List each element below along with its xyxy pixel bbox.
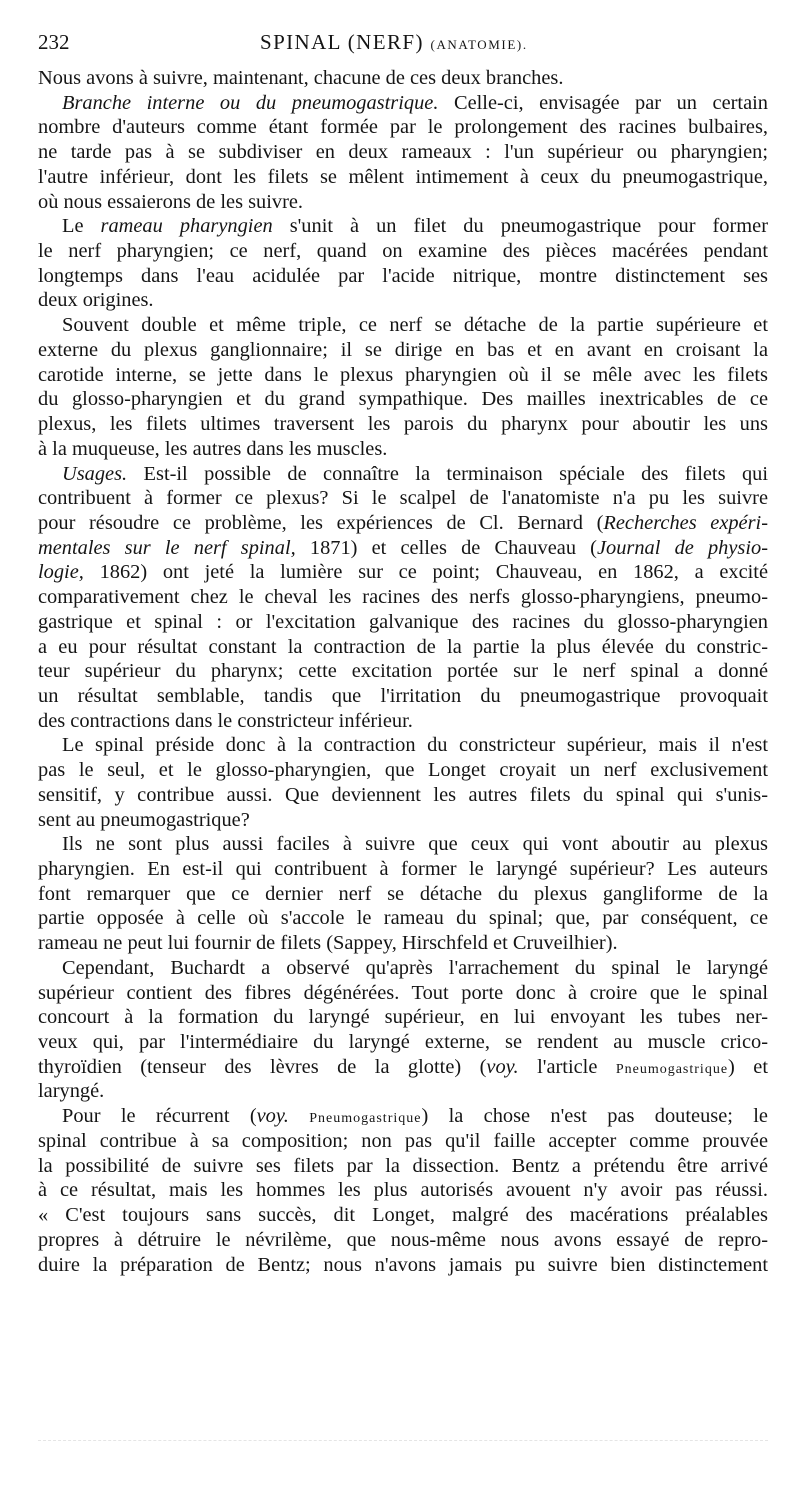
text-run: font remarquer que ce dernier nerf se détache du plexus gangliforme de la	[38, 882, 768, 905]
text-run: à la muqueuse, les autres dans les muscles.	[38, 437, 388, 460]
text-run: un résultat semblable, tandis que l'irritation du pneumogastrique provoquait	[38, 684, 768, 707]
text-line	[38, 437, 768, 462]
text-line	[38, 66, 768, 91]
italic-text: voy.	[256, 1105, 289, 1128]
text-run: la possibilité de suivre ses filets par la dissection. Bentz a prétendu être arrivé	[38, 1154, 768, 1177]
text-run: à ce résultat, mais les hommes les plus autorisés avouent n'y avoir pas réussi.	[38, 1179, 768, 1202]
text-line	[38, 140, 768, 165]
running-title-main: SPINAL (NERF)	[260, 30, 424, 54]
text-line	[38, 882, 768, 907]
text-run: Souvent double et même triple, ce nerf se détache de la partie supérieure et	[62, 314, 768, 337]
text-line	[38, 338, 768, 363]
text-run: pharyngien. En est-il qui contribuent à former le laryngé supérieur? Les auteurs	[38, 858, 768, 880]
text-line	[38, 956, 768, 981]
text-run: plexus, les filets ultimes traversent les parois du pharynx pour aboutir les uns	[38, 413, 768, 436]
italic-text: mentales sur le nerf spinal,	[38, 536, 296, 559]
text-line	[38, 536, 768, 561]
text-run: propres à détruire le névrilème, que nous-même nous avons essayé de repro-	[38, 1228, 768, 1251]
text-run: Pour le récurrent (	[62, 1105, 257, 1128]
text-run: laryngé.	[38, 1080, 105, 1103]
text-run: spinal contribue à sa composition; non pas qu'il faille accepter comme prouvée	[38, 1129, 768, 1152]
text-line	[38, 288, 768, 313]
text-line	[38, 709, 768, 734]
small-caps-text: Pneumogastrique	[309, 1111, 422, 1127]
text-run: s'unit à un filet du pneumogastrique pour former	[272, 215, 768, 238]
text-line	[38, 462, 768, 487]
text-line	[38, 313, 768, 338]
italic-text: Journal de physio-	[596, 536, 768, 559]
text-run: 1871) et celles de Chauveau (	[295, 536, 597, 559]
text-run: nombre d'auteurs comme étant formée par le prolongement des racines bulbaires,	[38, 116, 768, 139]
italic-text: voy.	[486, 1055, 519, 1078]
text-line	[38, 1178, 768, 1203]
text-run: veux qui, par l'intermédiaire du laryngé externe, se rendent au muscle crico-	[38, 1031, 768, 1054]
text-run: pas le seul, et le glosso-pharyngien, que Longet croyait un nerf exclusivement	[38, 759, 768, 782]
running-title-section: (ANATOMIE).	[430, 37, 528, 52]
text-line	[38, 91, 768, 116]
text-run: comparativement chez le cheval les racines des nerfs glosso-pharyngiens, pneumo-	[38, 586, 768, 609]
text-line	[38, 857, 768, 882]
text-line	[38, 560, 768, 585]
text-run: partie opposée à celle où s'accole le rameau du spinal; que, par conséquent, ce	[38, 907, 768, 930]
text-run: Le	[62, 215, 101, 238]
text-line	[38, 783, 768, 808]
text-run: contribuent à former ce plexus? Si le scalpel de l'anatomiste n'a pu les suivre	[38, 487, 768, 510]
text-line	[38, 511, 768, 536]
italic-text: logie,	[38, 561, 84, 584]
text-line	[38, 1228, 768, 1253]
text-line	[38, 1104, 768, 1129]
italic-text: rameau pharyngien	[100, 215, 273, 238]
text-run: Nous avons à suivre, maintenant, chacune de ces deux branches.	[38, 67, 564, 89]
text-line	[38, 832, 768, 857]
text-run: ne tarde pas à se subdiviser en deux rameaux : l'un supérieur ou pharyngien;	[38, 141, 768, 164]
text-line	[38, 239, 768, 264]
text-run: externe du plexus ganglionnaire; il se dirige en bas et en avant en croisant la	[38, 338, 768, 361]
text-line	[38, 1253, 768, 1278]
text-run: ) la chose n'est pas douteuse; le	[421, 1105, 768, 1128]
text-run: duire la préparation de Bentz; nous n'avons jamais pu suivre bien distinctement	[38, 1253, 768, 1276]
text-run: rameau ne peut lui fournir de filets (Sappey, Hirschfeld et Cruveilhier).	[38, 932, 618, 955]
text-run: carotide interne, se jette dans le plexus pharyngien où il se mêle avec les filets	[38, 363, 768, 386]
text-line	[38, 412, 768, 437]
text-line	[38, 264, 768, 289]
text-line	[38, 1005, 768, 1030]
text-line	[38, 190, 768, 215]
text-line	[38, 363, 768, 388]
text-line	[38, 214, 768, 239]
text-run: « C'est toujours sans succès, dit Longet, malgré des macérations préalables	[38, 1204, 768, 1227]
text-line	[38, 808, 768, 833]
text-run: supérieur contient des fibres dégénérées. Tout porte donc à croire que le spinal	[38, 981, 768, 1004]
body-text	[38, 66, 768, 1277]
text-line	[38, 115, 768, 140]
italic-text: Usages.	[62, 462, 128, 485]
text-line	[38, 585, 768, 610]
italic-text: Recherches expéri-	[603, 511, 768, 534]
text-run: pour résoudre ce problème, les expériences de Cl. Bernard (	[38, 511, 604, 534]
text-run: sensitif, y contribue aussi. Que deviennent les autres filets du spinal qui s'unis-	[38, 783, 768, 806]
text-line	[38, 733, 768, 758]
text-line	[38, 635, 768, 660]
text-line	[38, 981, 768, 1006]
text-line	[38, 610, 768, 635]
text-line	[38, 931, 768, 956]
text-run: Le spinal préside donc à la contraction du constricteur supérieur, mais il n'est	[62, 734, 768, 757]
text-line	[38, 659, 768, 684]
bottom-margin-noise	[38, 1440, 768, 1442]
text-run: des contractions dans le constricteur inférieur.	[38, 709, 413, 732]
text-line	[38, 684, 768, 709]
page-header	[38, 30, 768, 62]
text-run: ) et	[728, 1055, 768, 1078]
text-run	[289, 1105, 309, 1127]
text-run: gastrique et spinal : or l'excitation galvanique des racines du glosso-pharyngien	[38, 610, 768, 633]
text-run: du glosso-pharyngien et du grand sympathique. Des mailles inextricables de ce	[38, 388, 768, 411]
text-line	[38, 1129, 768, 1154]
text-line	[38, 758, 768, 783]
text-run: longtemps dans l'eau acidulée par l'acide nitrique, montre distinctement ses	[38, 264, 768, 287]
text-line	[38, 1079, 768, 1104]
text-run: 1862) ont jeté la lumière sur ce point; Chauveau, en 1862, a excité	[83, 561, 768, 584]
small-caps-text: Pneumogastrique	[615, 1061, 729, 1077]
text-run: sent au pneumogastrique?	[38, 808, 250, 831]
text-line	[38, 486, 768, 511]
text-run: le nerf pharyngien; ce nerf, quand on examine des pièces macérées pendant	[38, 240, 768, 263]
running-title	[260, 30, 528, 55]
text-line	[38, 387, 768, 412]
text-run: Celle-ci, envisagée par un certain	[438, 91, 768, 114]
text-run: deux origines.	[38, 289, 154, 312]
text-run: Est-il possible de connaître la terminaison spéciale des filets qui	[127, 462, 768, 485]
text-run: a eu pour résultat constant la contraction de la partie la plus élevée du constric-	[38, 635, 768, 658]
text-run: thyroïdien (tenseur des lèvres de la glotte) (	[38, 1055, 487, 1078]
text-line	[38, 165, 768, 190]
italic-text: Branche interne ou du pneumogastrique.	[62, 91, 439, 114]
text-run: teur supérieur du pharynx; cette excitation portée sur le nerf spinal a donné	[38, 660, 768, 683]
text-line	[38, 1203, 768, 1228]
text-run: Cependant, Buchardt a observé qu'après l'arrachement du spinal le laryngé	[62, 956, 768, 979]
text-run: où nous essaierons de les suivre.	[38, 190, 304, 213]
text-line	[38, 906, 768, 931]
text-line	[38, 1154, 768, 1179]
text-line	[38, 1055, 768, 1080]
text-run: l'article	[518, 1055, 616, 1078]
text-run: concourt à la formation du laryngé supérieur, en lui envoyant les tubes ner-	[38, 1006, 768, 1029]
page-number: 232	[38, 30, 70, 54]
text-run: Ils ne sont plus aussi faciles à suivre que ceux qui vont aboutir au plexus	[62, 833, 768, 856]
text-line	[38, 1030, 768, 1055]
text-run: l'autre inférieur, dont les filets se mêlent intimement à ceux du pneumogastrique,	[38, 165, 768, 188]
